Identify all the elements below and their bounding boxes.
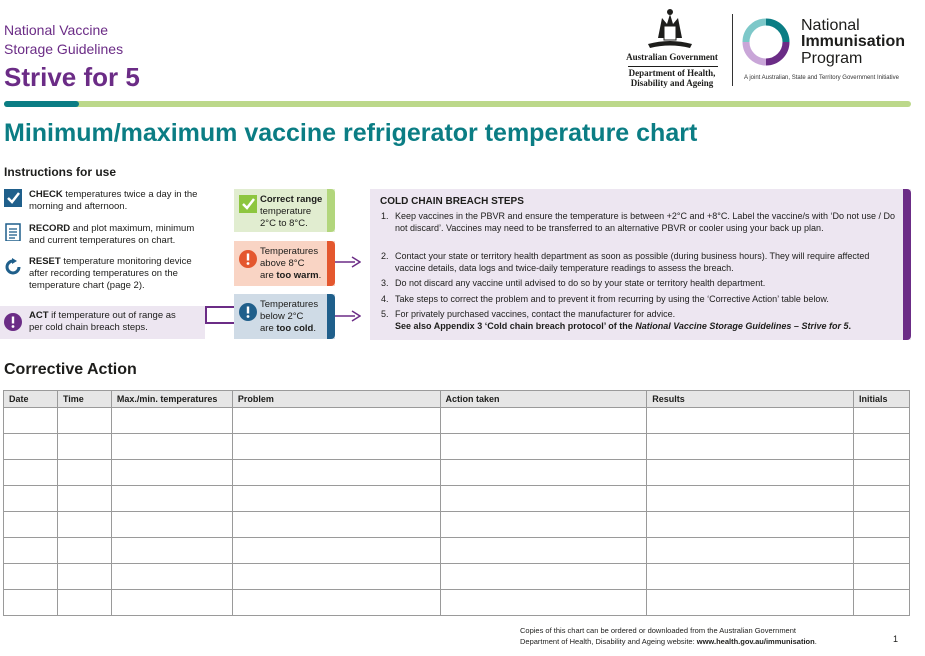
- program-name-line2: Immunisation: [801, 33, 906, 50]
- table-cell[interactable]: [647, 460, 854, 486]
- cold-chain-breach-title: COLD CHAIN BREACH STEPS: [380, 196, 524, 207]
- footer-note-suffix: .: [814, 637, 817, 646]
- table-cell[interactable]: [440, 408, 647, 434]
- too-cold-box: [234, 294, 335, 339]
- breach-step: [381, 210, 896, 234]
- table-cell[interactable]: [647, 564, 854, 590]
- table-cell[interactable]: [853, 434, 909, 460]
- instruction-reset: [29, 256, 209, 292]
- table-cell[interactable]: [111, 512, 232, 538]
- instruction-record: [29, 223, 209, 247]
- instruction-check: [29, 189, 209, 213]
- correct-range-values: 2°C to 8°C.: [260, 218, 308, 229]
- table-row: [4, 460, 910, 486]
- footer-link[interactable]: www.health.gov.au/immunisation: [696, 637, 815, 646]
- corrective-action-table: [3, 390, 910, 616]
- reset-icon: [4, 258, 22, 276]
- breach-step-text: [395, 308, 896, 332]
- instruction-record-text: and plot maximum, minimum and current temperatures on chart.: [29, 223, 195, 246]
- breach-step: [381, 293, 896, 305]
- too-warm-line2: above 8°C: [260, 258, 305, 269]
- table-row: [4, 408, 910, 434]
- instruction-act: [29, 310, 179, 334]
- guidelines-subtitle-line2: Storage Guidelines: [4, 41, 124, 57]
- table-cell[interactable]: [853, 460, 909, 486]
- table-row: [4, 512, 910, 538]
- instruction-check-text: temperatures twice a day in the morning and afternoon.: [29, 189, 198, 212]
- logo-separator: [732, 14, 733, 86]
- too-cold-label: too cold: [276, 323, 314, 334]
- table-cell[interactable]: [111, 486, 232, 512]
- table-cell[interactable]: [647, 434, 854, 460]
- too-warm-pre: are: [260, 270, 277, 281]
- header-rule: [4, 101, 911, 107]
- table-cell[interactable]: [647, 512, 854, 538]
- instruction-reset-text: temperature monitoring device after recording temperatures on the temperature chart (page 2).: [29, 256, 192, 291]
- breach-step-text: Keep vaccines in the PBVR and ensure the temperature is between +2°C and +8°C. Label the vaccine/s with ‘Do not use / Do not discard’. Vaccines may need to be transferred to an alternative PBVR or cooler using your back up plan.: [395, 211, 895, 233]
- cold-chain-breach-strip: [903, 189, 911, 340]
- table-cell[interactable]: [440, 512, 647, 538]
- table-cell[interactable]: [57, 434, 111, 460]
- table-cell[interactable]: [232, 564, 440, 590]
- correct-range-line2: temperature: [260, 206, 312, 217]
- table-cell[interactable]: [440, 564, 647, 590]
- table-cell[interactable]: [647, 538, 854, 564]
- breach-step: [381, 308, 896, 332]
- table-row: [4, 538, 910, 564]
- table-cell[interactable]: [57, 564, 111, 590]
- too-cold-post: .: [313, 323, 316, 334]
- table-row: [4, 486, 910, 512]
- act-connector-top: [205, 306, 234, 308]
- table-row: [4, 434, 910, 460]
- header-rule-accent: [4, 101, 79, 107]
- program-name-line3: Program: [801, 50, 863, 67]
- breach-step-5-text: For privately purchased vaccines, contact the manufacturer for advice.: [395, 309, 676, 319]
- too-warm-post: .: [318, 270, 322, 281]
- act-connector-vertical: [205, 306, 207, 323]
- table-header-row: [4, 391, 910, 408]
- cold-arrow-icon: [335, 310, 361, 322]
- table-cell[interactable]: [232, 538, 440, 564]
- correct-range-strip: [327, 189, 335, 232]
- breach-step: [381, 277, 896, 289]
- breach-step-text: Do not discard any vaccine until advised to do so by your state or territory health department.: [395, 278, 766, 288]
- too-cold-pre: are: [260, 323, 277, 334]
- too-cold-line1: Temperatures: [260, 299, 319, 310]
- breach-step-number: 1.: [381, 211, 389, 221]
- table-cell[interactable]: [853, 512, 909, 538]
- column-header-temperatures: Max./min. temperatures: [111, 391, 232, 408]
- correct-range-box: [234, 189, 335, 232]
- too-cold-line2: below 2°C: [260, 311, 304, 322]
- table-cell[interactable]: [232, 486, 440, 512]
- breach-step-text: Contact your state or territory health department as soon as possible (during business hours). They will require affected vaccine details, data logs and twice-daily temperature readings to assess the breach.: [395, 251, 870, 273]
- table-cell[interactable]: [111, 408, 232, 434]
- table-row: [4, 564, 910, 590]
- column-header-action-taken: Action taken: [440, 391, 647, 408]
- cold-alert-icon: [239, 303, 257, 321]
- instructions-title: Instructions for use: [4, 165, 117, 179]
- act-connector: [205, 322, 234, 324]
- table-cell[interactable]: [440, 434, 647, 460]
- warm-arrow-icon: [335, 256, 361, 268]
- alert-icon: [4, 313, 22, 331]
- table-cell[interactable]: [57, 460, 111, 486]
- breach-step-number: 4.: [381, 294, 389, 304]
- too-warm-line1: Temperatures: [260, 246, 319, 257]
- program-tagline: A joint Australian, State and Territory Government Initiative: [744, 75, 899, 81]
- page-number: 1: [893, 634, 899, 644]
- department-line1: Department of Health,: [628, 68, 716, 78]
- column-header-time: Time: [57, 391, 111, 408]
- clipboard-icon: [4, 223, 22, 241]
- too-cold-strip: [327, 294, 335, 339]
- instruction-act-label: ACT: [29, 310, 49, 321]
- instruction-record-label: RECORD: [29, 223, 71, 234]
- table-cell[interactable]: [4, 538, 58, 564]
- table-cell[interactable]: [232, 590, 440, 616]
- table-cell[interactable]: [57, 590, 111, 616]
- table-cell[interactable]: [853, 564, 909, 590]
- table-cell[interactable]: [111, 590, 232, 616]
- too-warm-strip: [327, 241, 335, 286]
- footer-note-line2: [520, 637, 817, 646]
- breach-step-number: 3.: [381, 278, 389, 288]
- column-header-problem: Problem: [232, 391, 440, 408]
- program-name-line1: National: [801, 17, 860, 34]
- table-cell[interactable]: [4, 486, 58, 512]
- breach-step-text: Take steps to correct the problem and to prevent it from recurring by using the ‘Corrective Action’ table below.: [395, 294, 829, 304]
- warm-alert-icon: [239, 250, 257, 268]
- department-line2: Disability and Ageing: [630, 78, 714, 88]
- table-cell[interactable]: [111, 434, 232, 460]
- see-also-note: See also Appendix 3 ‘Cold chain breach protocol’ of the National Vaccine Storage Guidelines – Strive for 5.: [395, 321, 851, 331]
- government-name: Australian Government: [626, 52, 718, 62]
- table-cell[interactable]: [4, 408, 58, 434]
- table-cell[interactable]: [232, 408, 440, 434]
- breach-step-number: 5.: [381, 309, 389, 319]
- table-cell[interactable]: [440, 486, 647, 512]
- footer-note-prefix: Department of Health, Disability and Ageing website:: [520, 637, 697, 646]
- immunisation-program-logo-icon: [742, 18, 790, 66]
- breach-step: [381, 250, 896, 274]
- table-cell[interactable]: [440, 590, 647, 616]
- table-cell[interactable]: [57, 538, 111, 564]
- correct-range-label: Correct range: [260, 194, 323, 205]
- table-cell[interactable]: [440, 538, 647, 564]
- table-cell[interactable]: [111, 538, 232, 564]
- corrective-action-title: Corrective Action: [4, 361, 137, 378]
- table-cell[interactable]: [4, 434, 58, 460]
- correct-check-icon: [239, 195, 257, 213]
- guidelines-subtitle-line1: National Vaccine: [4, 22, 109, 38]
- table-cell[interactable]: [57, 486, 111, 512]
- table-cell[interactable]: [853, 590, 909, 616]
- table-cell[interactable]: [4, 460, 58, 486]
- table-cell[interactable]: [853, 538, 909, 564]
- table-row: [4, 590, 910, 616]
- footer-note-line1: Copies of this chart can be ordered or downloaded from the Australian Government: [520, 626, 796, 635]
- table-cell[interactable]: [647, 408, 854, 434]
- table-cell[interactable]: [647, 486, 854, 512]
- breach-step-number: 2.: [381, 251, 389, 261]
- too-warm-label: too warm: [276, 270, 319, 281]
- table-cell[interactable]: [853, 486, 909, 512]
- too-warm-box: [234, 241, 335, 286]
- column-header-date: Date: [4, 391, 58, 408]
- table-cell[interactable]: [647, 590, 854, 616]
- table-cell[interactable]: [4, 590, 58, 616]
- table-cell[interactable]: [4, 512, 58, 538]
- column-header-initials: Initials: [853, 391, 909, 408]
- table-cell[interactable]: [57, 512, 111, 538]
- table-cell[interactable]: [111, 460, 232, 486]
- table-cell[interactable]: [4, 564, 58, 590]
- instruction-act-text: if temperature out of range as per cold chain breach steps.: [29, 310, 176, 333]
- page-title: Strive for 5: [4, 62, 140, 92]
- table-cell[interactable]: [853, 408, 909, 434]
- coat-of-arms-icon: [640, 8, 700, 52]
- table-cell[interactable]: [232, 460, 440, 486]
- table-cell[interactable]: [111, 564, 232, 590]
- table-cell[interactable]: [232, 512, 440, 538]
- checkbox-icon: [4, 189, 22, 207]
- instruction-check-label: CHECK: [29, 189, 63, 200]
- table-cell[interactable]: [440, 460, 647, 486]
- column-header-results: Results: [647, 391, 854, 408]
- instruction-reset-label: RESET: [29, 256, 61, 267]
- chart-title: Minimum/maximum vaccine refrigerator temperature chart: [4, 119, 698, 147]
- table-cell[interactable]: [232, 434, 440, 460]
- table-cell[interactable]: [57, 408, 111, 434]
- government-divider: [628, 66, 718, 67]
